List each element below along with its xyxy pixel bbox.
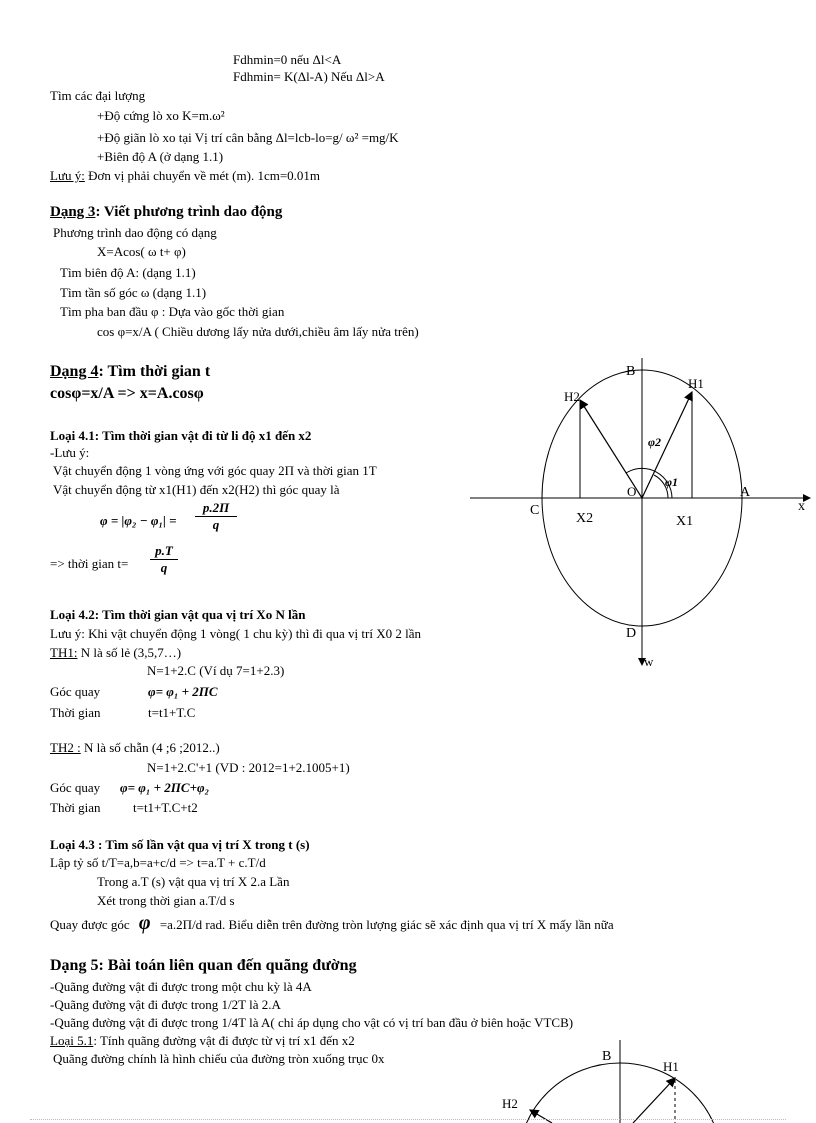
note-label: Lưu ý:: [50, 168, 85, 183]
dang4-heading: [50, 364, 210, 380]
th2-angle-label: Góc quay: [50, 780, 101, 795]
dang5-line-3: -Quãng đường vật đi được trong 1/4T là A( chỉ áp dụng cho vật có vị trí ban đầu ở biên hoặc VTCB): [50, 1015, 574, 1030]
dang3-line-4: Tìm tần số góc ω (dạng 1.1): [60, 285, 207, 300]
dang5-line-2: -Quãng đường vật đi được trong 1/2T là 2.A: [50, 997, 281, 1012]
note-text: Đơn vị phải chuyển về mét (m). 1cm=0.01m: [84, 168, 321, 183]
th2-time-label: Thời gian: [50, 800, 101, 815]
find-quantities: Tìm các đại lượng: [50, 88, 146, 103]
dang3-line-1: Phương trình dao động có dạng: [53, 225, 217, 240]
loai41-heading: Loại 4.1: Tìm thời gian vật đi từ li độ x1 đến x2: [50, 428, 312, 443]
note-line: [50, 168, 320, 184]
time-fraction-num: p.T: [155, 543, 173, 558]
th2-label: TH2 :: [50, 740, 81, 755]
dang4-label: Dạng 4: [50, 363, 99, 380]
th1-angle: φ= φ₁ + 2ΠC: [148, 684, 218, 699]
fdhmin-line-2: Fdhmin= K(Δl-A) Nếu Δl>A: [233, 69, 385, 84]
th1-time-label: Thời gian: [50, 705, 101, 720]
phi-formula-lhs: φ = |φ₂ − φ₁| =: [100, 513, 177, 528]
th2-line: [50, 740, 220, 756]
th1-angle-label: Góc quay: [50, 684, 101, 699]
dang4-formula: cosφ=x/A => x=A.cosφ: [50, 385, 204, 402]
dang3-equation: X=Acos( ω t+ φ): [97, 244, 186, 259]
loai41-note: -Lưu ý:: [50, 445, 90, 460]
dang3-line-6: cos φ=x/A ( Chiều dương lấy nửa dưới,chiều âm lấy nửa trên): [97, 324, 419, 339]
th1-n: N=1+2.C (Ví dụ 7=1+2.3): [147, 663, 285, 678]
trig-circle-diagram-2: [490, 1038, 740, 1123]
label-H1-2: H1: [663, 1059, 679, 1074]
dang3-heading: [50, 204, 282, 220]
trig-circle-diagram: [460, 350, 816, 680]
dang3-line-3: Tìm biên độ A: (dạng 1.1): [60, 265, 196, 280]
dang3-line-5: Tìm pha ban đầu φ : Dựa vào gốc thời gian: [60, 304, 285, 319]
th1-time: t=t1+T.C: [148, 705, 196, 720]
amplitude-line: +Biên độ A (ở dạng 1.1): [97, 149, 224, 164]
dang3-label: Dạng 3: [50, 204, 96, 220]
angle-fraction-num: p.2Π: [202, 500, 230, 515]
loai43-line-2: Trong a.T (s) vật qua vị trí X 2.a Lần: [97, 874, 290, 889]
radius-h1-2: [633, 1078, 675, 1123]
phi-symbol: φ: [138, 912, 151, 934]
label-phi2: φ2: [648, 435, 662, 449]
label-phi1: φ1: [665, 475, 679, 489]
th1-label: TH1:: [50, 645, 78, 660]
angle-fraction-den: q: [195, 516, 237, 533]
label-X2: X2: [576, 511, 594, 526]
dang4-title: : Tìm thời gian t: [98, 363, 211, 380]
radius-h2-2: [530, 1110, 552, 1123]
th2-angle: φ= φ₁ + 2ΠC+φ₂: [120, 780, 210, 795]
time-formula-lhs: => thời gian t=: [50, 556, 129, 571]
label-H1: H1: [688, 376, 704, 391]
th1-text: N là số lẻ (3,5,7…): [77, 645, 182, 660]
loai51-label: Loại 5.1: [50, 1033, 94, 1048]
label-X1: X1: [676, 514, 694, 529]
time-fraction: [150, 543, 178, 576]
th2-n: N=1+2.C'+1 (VD : 2012=1+2.1005+1): [147, 760, 350, 775]
loai51-text: : Tính quãng đường vật đi được từ vị trí x1 đến x2: [93, 1033, 355, 1048]
loai43-line-4: [50, 912, 614, 934]
spring-elongation: +Độ giãn lò xo tại Vị trí cân bằng Δl=lcb-lo=g/ ω² =mg/K: [97, 130, 399, 145]
label-C: C: [530, 503, 540, 518]
label-D: D: [626, 626, 637, 641]
angle-fraction: [195, 500, 237, 533]
time-fraction-den: q: [150, 559, 178, 576]
label-x: x: [798, 499, 805, 514]
loai43-heading: Loại 4.3 : Tìm số lần vật qua vị trí X trong t (s): [50, 837, 310, 852]
loai43-line-4-post: =a.2Π/d rad. Biểu diễn trên đường tròn lượng giác sẽ xác định qua vị trí X mấy lần nữa: [156, 917, 614, 932]
loai51-line: [50, 1033, 355, 1049]
loai43-line-3: Xét trong thời gian a.T/d s: [97, 893, 235, 908]
loai41-line-2: Vật chuyển động từ x1(H1) đến x2(H2) thì góc quay là: [53, 482, 340, 497]
label-B-2: B: [602, 1049, 612, 1064]
label-B: B: [626, 364, 636, 379]
dang5-heading: Dạng 5: Bài toán liên quan đến quãng đường: [50, 957, 357, 974]
page-bottom-border: [30, 1119, 786, 1120]
dang3-title: : Viết phương trình dao động: [95, 204, 283, 220]
label-H2: H2: [564, 389, 580, 404]
loai41-line-1: Vật chuyển động 1 vòng ứng với góc quay 2Π và thời gian 1T: [53, 463, 377, 478]
label-O: O: [627, 484, 637, 499]
loai42-heading: Loại 4.2: Tìm thời gian vật qua vị trí Xo N lần: [50, 607, 306, 622]
label-w: w: [644, 654, 654, 669]
dang5-line-1: -Quãng đường vật đi được trong một chu kỳ là 4A: [50, 979, 312, 994]
th1-line: [50, 645, 181, 661]
label-H2-2: H2: [502, 1096, 518, 1111]
loai43-line-4-pre: Quay được góc: [50, 917, 130, 932]
fdhmin-line-1: Fdhmin=0 nếu Δl<A: [233, 52, 342, 67]
th2-text: N là số chẵn (4 ;6 ;2012..): [80, 740, 220, 755]
spring-constant: +Độ cứng lò xo K=m.ω²: [97, 108, 225, 123]
dang5-line-4: Quãng đường chính là hình chiếu của đường tròn xuống trục 0x: [53, 1051, 385, 1066]
loai43-line-1: Lập tỷ số t/T=a,b=a+c/d => t=a.T + c.T/d: [50, 855, 266, 870]
label-A: A: [740, 485, 751, 500]
loai42-note: Lưu ý: Khi vật chuyển động 1 vòng( 1 chu kỳ) thì đi qua vị trí X0 2 lần: [50, 626, 421, 641]
th2-time: t=t1+T.C+t2: [133, 800, 198, 815]
